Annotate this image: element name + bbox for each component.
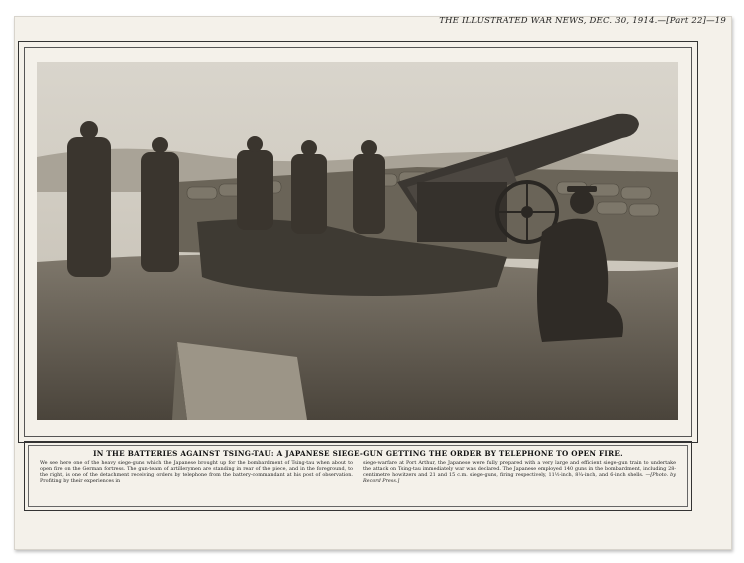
caption-column-right: siege-warfare at Port Arthur, the Japanese were fully prepared with a very large and efficient siege-gun train to undertake the attack on Tsing-tau immediately war was declared. The Japanese employed 140 guns in the bombardment, including 28-centimetre howitzers and 21 and 15 c.m. siege-guns, firing respectively, 11½-inch, 8¼-inch, and 6-inch shells. —[Photo. by Record Press.] — [363, 460, 676, 485]
page-header: THE ILLUSTRATED WAR NEWS, DEC. 30, 1914.—[Part 22]—19 — [439, 16, 726, 26]
issue-date: DEC. 30, 1914. — [589, 16, 658, 26]
caption-body — [40, 460, 676, 504]
caption-column-left: We see here one of the heavy siege-guns which the Japanese brought up for the bombardment of Tsing-tau when about to open fire on the German fortress. The gun-team of artillerymen are standing in rear of the piece, and in the foreground, to the right, is one of the detachment receiving orders by telephone from the battery-commandant at his post of observation. Profiting by their experiences in — [40, 460, 353, 485]
part-label: [Part 22] — [666, 16, 707, 26]
siege-gun-photograph — [37, 62, 678, 420]
publication-title: THE ILLUSTRATED WAR NEWS — [439, 16, 584, 26]
photo-illustration — [37, 62, 678, 420]
photo-credit: [Photo. by Record Press.] — [363, 472, 676, 485]
page-number: 19 — [714, 16, 726, 26]
caption-title: IN THE BATTERIES AGAINST TSING-TAU: A JAPANESE SIEGE-GUN GETTING THE ORDER BY TELEPHONE TO OPEN FIRE. — [93, 449, 623, 458]
caption-right-text: siege-warfare at Port Arthur, the Japanese were fully prepared with a very large and efficient siege-gun train to undertake the attack on Tsing-tau immediately war was declared. The Japanese employed 140 guns in the bombardment, including 28-centimetre howitzers and 21 and 15 c.m. siege-guns, firing respectively, 11½-inch, 8¼-inch, and 6-inch shells. — [363, 460, 676, 479]
